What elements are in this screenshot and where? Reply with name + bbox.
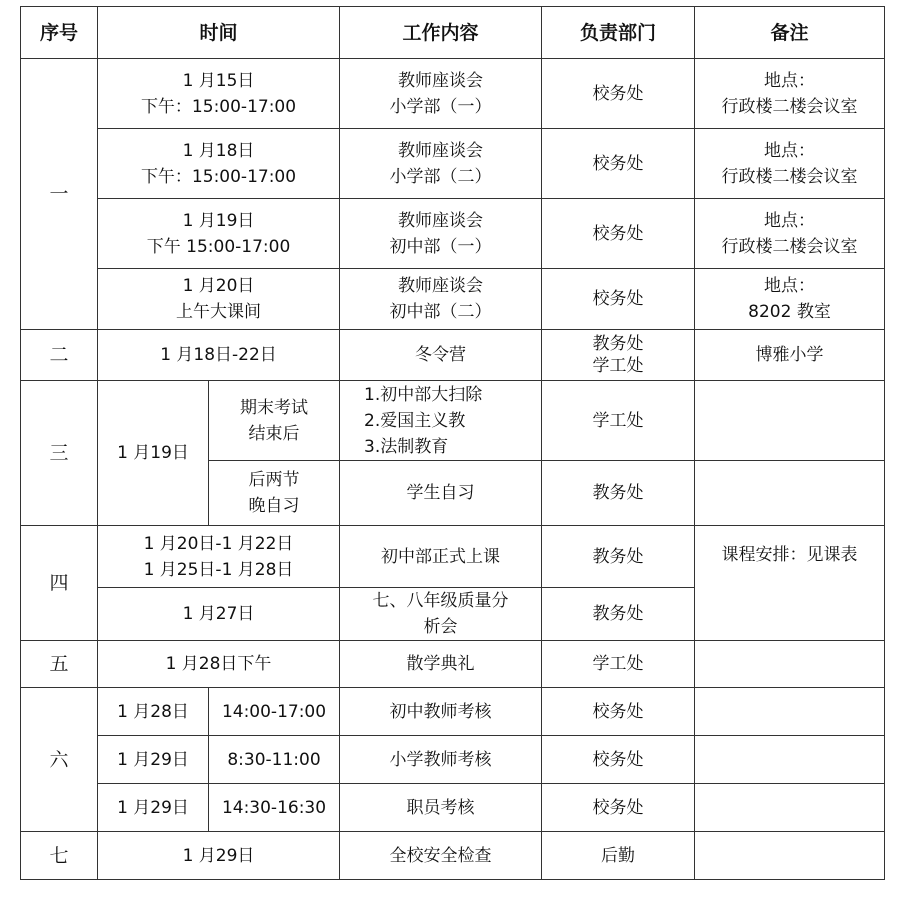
dept-line: 教务处 bbox=[592, 334, 644, 354]
content-line: 教师座谈会 bbox=[398, 140, 484, 161]
time-cell bbox=[98, 59, 340, 129]
note-line: 行政楼二楼会议室 bbox=[721, 166, 858, 187]
dept-cell: 校务处 bbox=[542, 199, 695, 269]
header-note: 备注 bbox=[695, 7, 885, 59]
dept-cell: 校务处 bbox=[542, 784, 695, 832]
time-cell: 1 月27日 bbox=[98, 588, 340, 641]
time-cell: 14:00-17:00 bbox=[209, 688, 340, 736]
seq-cell: 一 bbox=[21, 59, 98, 330]
header-dept: 负责部门 bbox=[542, 7, 695, 59]
table-row bbox=[21, 330, 885, 381]
note-line: 地点： bbox=[764, 210, 816, 231]
content-cell: 散学典礼 bbox=[340, 641, 542, 688]
time-cell bbox=[209, 461, 340, 526]
note-cell bbox=[695, 269, 885, 330]
date-cell: 1 月28日 bbox=[98, 688, 209, 736]
dept-cell: 校务处 bbox=[542, 688, 695, 736]
note-line: 地点： bbox=[764, 140, 816, 161]
header-time: 时间 bbox=[98, 7, 340, 59]
content-cell bbox=[340, 588, 542, 641]
table-row bbox=[21, 832, 885, 880]
seq-cell: 七 bbox=[21, 832, 98, 880]
time-cell: 1 月28日下午 bbox=[98, 641, 340, 688]
note-line: 地点： bbox=[764, 276, 816, 296]
note-cell bbox=[695, 461, 885, 526]
time-cell bbox=[98, 199, 340, 269]
note-cell bbox=[695, 736, 885, 784]
dept-cell bbox=[542, 330, 695, 381]
dept-cell: 后勤 bbox=[542, 832, 695, 880]
time-cell: 14:30-16:30 bbox=[209, 784, 340, 832]
time-line: 期末考试 bbox=[240, 397, 308, 418]
content-cell: 职员考核 bbox=[340, 784, 542, 832]
time-line: 晚自习 bbox=[248, 496, 300, 516]
note-cell: 博雅小学 bbox=[695, 330, 885, 381]
content-line: 2.爱国主义教 bbox=[364, 410, 466, 431]
time-line: 1 月18日 bbox=[182, 140, 255, 161]
dept-cell: 校务处 bbox=[542, 736, 695, 784]
note-line: 8202 教室 bbox=[748, 302, 831, 322]
note-line: 行政楼二楼会议室 bbox=[721, 236, 858, 257]
table-row bbox=[21, 269, 885, 330]
header-content: 工作内容 bbox=[340, 7, 542, 59]
content-cell: 小学教师考核 bbox=[340, 736, 542, 784]
content-line: 七、八年级质量分 bbox=[372, 591, 509, 611]
time-line: 后两节 bbox=[248, 470, 300, 490]
content-line: 析会 bbox=[423, 617, 458, 637]
time-line: 下午：15:00-17:00 bbox=[140, 96, 297, 117]
date-cell: 1 月29日 bbox=[98, 736, 209, 784]
dept-cell: 教务处 bbox=[542, 588, 695, 641]
time-line: 1 月20日 bbox=[182, 276, 255, 296]
dept-line: 学工处 bbox=[592, 356, 644, 376]
header-row bbox=[21, 7, 885, 59]
content-line: 小学部（一） bbox=[389, 96, 492, 117]
note-cell bbox=[695, 784, 885, 832]
table-row bbox=[21, 641, 885, 688]
schedule-table bbox=[20, 6, 885, 880]
table-row bbox=[21, 129, 885, 199]
content-line: 初中部（二） bbox=[389, 302, 492, 322]
content-cell bbox=[340, 129, 542, 199]
table-row bbox=[21, 784, 885, 832]
table-row bbox=[21, 688, 885, 736]
content-cell: 全校安全检查 bbox=[340, 832, 542, 880]
content-line: 3.法制教育 bbox=[364, 436, 449, 457]
content-line: 小学部（二） bbox=[389, 166, 492, 187]
content-line: 教师座谈会 bbox=[398, 276, 484, 296]
note-cell bbox=[695, 832, 885, 880]
time-line: 上午大课间 bbox=[176, 302, 261, 322]
header-seq: 序号 bbox=[21, 7, 98, 59]
dept-cell: 学工处 bbox=[542, 641, 695, 688]
note-cell bbox=[695, 381, 885, 461]
content-cell bbox=[340, 269, 542, 330]
note-cell bbox=[695, 641, 885, 688]
note-cell bbox=[695, 129, 885, 199]
time-line: 1 月20日-1 月22日 bbox=[143, 533, 294, 554]
content-cell: 学生自习 bbox=[340, 461, 542, 526]
table-row bbox=[21, 736, 885, 784]
time-cell: 8:30-11:00 bbox=[209, 736, 340, 784]
content-cell bbox=[340, 381, 542, 461]
time-line: 1 月19日 bbox=[182, 210, 255, 231]
content-cell bbox=[340, 199, 542, 269]
time-cell bbox=[209, 381, 340, 461]
content-cell: 初中教师考核 bbox=[340, 688, 542, 736]
dept-cell: 学工处 bbox=[542, 381, 695, 461]
table-row bbox=[21, 199, 885, 269]
dept-cell: 校务处 bbox=[542, 129, 695, 199]
date-cell: 1 月19日 bbox=[98, 381, 209, 526]
content-line: 教师座谈会 bbox=[398, 70, 484, 91]
time-cell bbox=[98, 269, 340, 330]
table-row bbox=[21, 59, 885, 129]
seq-cell: 三 bbox=[21, 381, 98, 526]
table-row bbox=[21, 526, 885, 588]
note-cell bbox=[695, 199, 885, 269]
note-text: 课程安排：见课表 bbox=[721, 545, 858, 565]
time-line: 1 月25日-1 月28日 bbox=[143, 559, 294, 580]
time-cell: 1 月29日 bbox=[98, 832, 340, 880]
dept-cell: 校务处 bbox=[542, 269, 695, 330]
seq-cell: 五 bbox=[21, 641, 98, 688]
date-cell: 1 月29日 bbox=[98, 784, 209, 832]
content-line: 初中部（一） bbox=[389, 236, 492, 257]
time-cell: 1 月18日-22日 bbox=[98, 330, 340, 381]
note-line: 地点： bbox=[764, 70, 816, 91]
time-line: 结束后 bbox=[248, 423, 300, 444]
time-line: 下午：15:00-17:00 bbox=[140, 166, 297, 187]
time-cell bbox=[98, 526, 340, 588]
seq-cell: 二 bbox=[21, 330, 98, 381]
note-cell bbox=[695, 526, 885, 641]
content-cell bbox=[340, 59, 542, 129]
content-line: 教师座谈会 bbox=[398, 210, 484, 231]
seq-cell: 四 bbox=[21, 526, 98, 641]
note-line: 行政楼二楼会议室 bbox=[721, 96, 858, 117]
content-cell: 初中部正式上课 bbox=[340, 526, 542, 588]
dept-cell: 教务处 bbox=[542, 526, 695, 588]
time-line: 1 月15日 bbox=[182, 70, 255, 91]
content-line: 1.初中部大扫除 bbox=[364, 384, 483, 405]
note-cell bbox=[695, 59, 885, 129]
dept-cell: 校务处 bbox=[542, 59, 695, 129]
seq-cell: 六 bbox=[21, 688, 98, 832]
note-cell bbox=[695, 688, 885, 736]
table-row bbox=[21, 381, 885, 461]
time-cell bbox=[98, 129, 340, 199]
dept-cell: 教务处 bbox=[542, 461, 695, 526]
time-line: 下午 15:00-17:00 bbox=[146, 236, 291, 257]
content-cell: 冬令营 bbox=[340, 330, 542, 381]
